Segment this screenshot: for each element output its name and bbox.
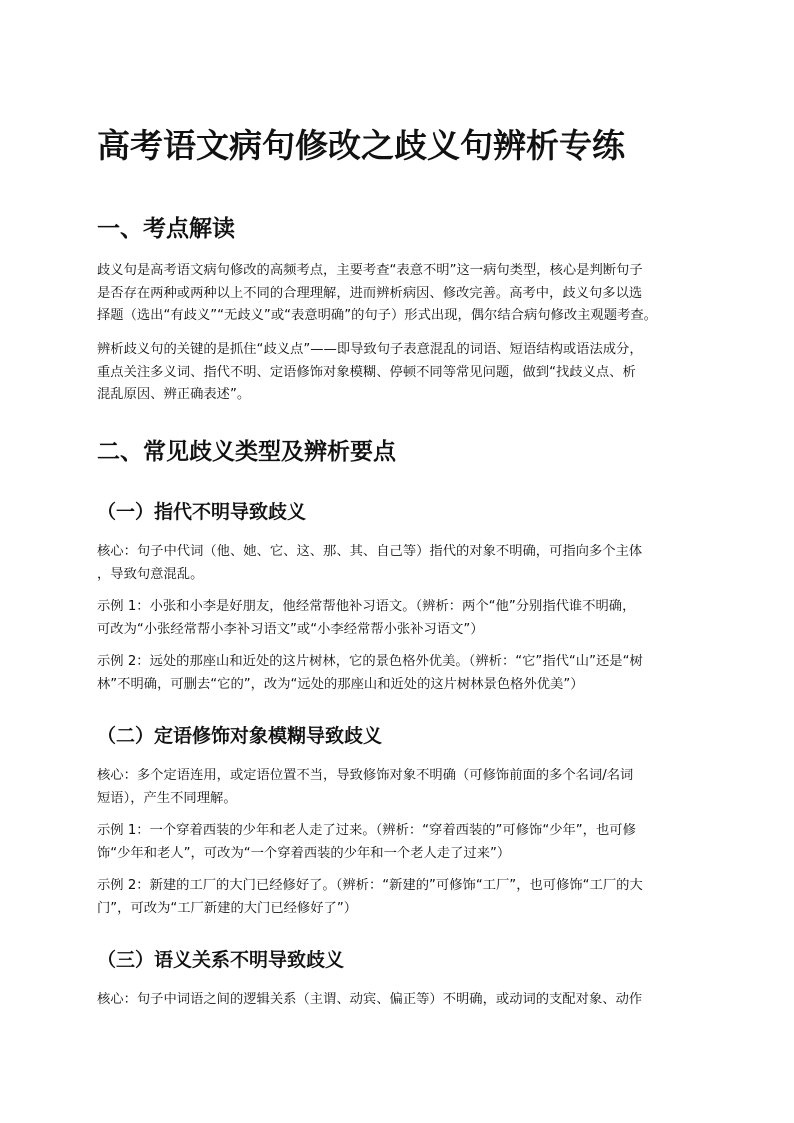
text-line: 核心：句子中代词（他、她、它、这、那、其、自己等）指代的对象不明确，可指向多个主体 xyxy=(97,544,643,559)
text-line: 核心：多个定语连用，或定语位置不当，导致修饰对象不明确（可修饰前面的多个名词/名词 xyxy=(97,768,634,783)
subsection-heading-3: （三）语义关系不明导致歧义 xyxy=(97,949,345,971)
text-line: 示例 1：一个穿着西装的少年和老人走了过来。（辨析：“穿着西装的”可修饰“少年”，也可修 xyxy=(97,823,636,838)
text-line: 示例 2：远处的那座山和近处的这片树林，它的景色格外优美。（辨析：“它”指代“山”还是“树 xyxy=(97,654,643,669)
text-line: 是否存在两种或两种以上不同的合理理解，进而辨析病因、修改完善。高考中，歧义句多以选 xyxy=(97,285,643,301)
text-line: 饰“少年和老人”，可改为“一个穿着西装的少年和一个老人走了过来”） xyxy=(97,845,511,861)
sub3-core xyxy=(97,989,703,1012)
text-line: 林”不明确，可删去“它的”，改为“远处的那座山和近处的这片树林景色格外优美”） xyxy=(97,676,584,692)
section1-paragraph-1 xyxy=(97,260,703,328)
sub2-example-2 xyxy=(97,875,703,920)
subsection-heading-2: （二）定语修饰对象模糊导致歧义 xyxy=(97,725,383,747)
text-line: 辨析歧义句的关键的是抓住“歧义点”——即导致句子表意混乱的词语、短语结构或语法成分， xyxy=(97,342,643,357)
section-heading-1: 一、考点解读 xyxy=(97,216,235,242)
text-line: 示例 1：小张和小李是好朋友，他经常帮他补习语文。（辨析：两个“他”分别指代谁不明确， xyxy=(97,599,636,614)
text-line: 核心：句子中词语之间的逻辑关系（主谓、动宾、偏正等）不明确，或动词的支配对象、动作 xyxy=(97,992,643,1007)
text-line: 短语），产生不同理解。 xyxy=(97,790,237,806)
text-line: 择题（选出“有歧义”“无歧义”或“表意明确”的句子）形式出现，偶尔结合病句修改主观题考查。 xyxy=(97,308,657,323)
sub1-core xyxy=(97,541,703,586)
sub2-example-1 xyxy=(97,820,703,865)
section-heading-2: 二、常见歧义类型及辨析要点 xyxy=(97,439,396,465)
subsection-heading-1: （一）指代不明导致歧义 xyxy=(97,501,307,523)
text-line: 示例 2：新建的工厂的大门已经修好了。（辨析：“新建的”可修饰“工厂”，也可修饰“工厂的大 xyxy=(97,878,643,893)
text-line: 混乱原因、辨正确表述”。 xyxy=(97,387,251,402)
text-line: ，导致句意混乱。 xyxy=(97,566,204,582)
text-line: 歧义句是高考语文病句修改的高频考点，主要考查“表意不明”这一病句类型，核心是判断句子 xyxy=(97,263,643,278)
text-line: 重点关注多义词、指代不明、定语修饰对象模糊、停顿不同等常见问题，做到“找歧义点、析 xyxy=(97,364,636,380)
sub1-example-2 xyxy=(97,651,703,696)
section1-paragraph-2 xyxy=(97,339,703,407)
sub1-example-1 xyxy=(97,596,703,641)
page-title: 高考语文病句修改之歧义句辨析专练 xyxy=(97,126,625,165)
sub2-core xyxy=(97,765,703,810)
text-line: 门”，可改为“工厂新建的大门已经修好了”） xyxy=(97,900,358,916)
text-line: 可改为“小张经常帮小李补习语文”或“小李经常帮小张补习语文”） xyxy=(97,621,484,637)
